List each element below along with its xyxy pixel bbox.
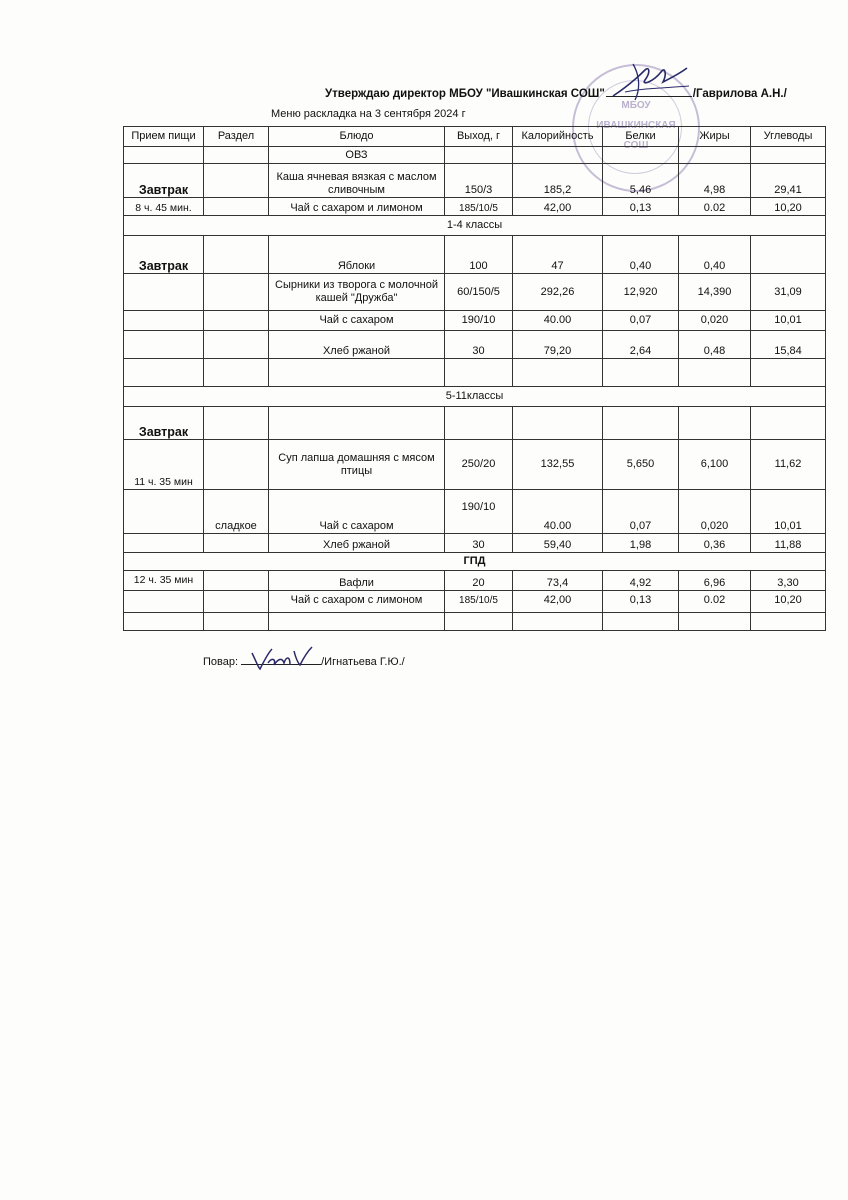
dish-protein: 12,920 (603, 274, 679, 311)
header-row (124, 127, 826, 147)
dish-name: Вафли (269, 571, 445, 591)
dish-name: Хлеб ржаной (269, 331, 445, 359)
dish-carbs: 10,01 (751, 311, 826, 331)
stamp-text-1: МБОУ (621, 100, 651, 111)
dish-carbs: 15,84 (751, 331, 826, 359)
dish-kcal: 292,26 (513, 274, 603, 311)
dish-kcal: 42,00 (513, 198, 603, 216)
table-row (124, 236, 826, 274)
dish-name: Суп лапша домашняя с мясом птицы (269, 440, 445, 490)
dish-yield: 30 (445, 331, 513, 359)
dish-name: Чай с сахаром (269, 490, 445, 534)
dish-name: Чай с сахаром и лимоном (269, 198, 445, 216)
dish-name: Яблоки (269, 236, 445, 274)
dish-fat: 14,390 (679, 274, 751, 311)
dish-carbs: 29,41 (751, 164, 826, 198)
table-row (124, 311, 826, 331)
dish-protein: 0,13 (603, 198, 679, 216)
cook-label: Повар: (203, 656, 239, 668)
col-protein: Белки (603, 127, 679, 147)
dish-yield: 150/3 (445, 164, 513, 198)
meal-name: Завтрак (124, 236, 204, 274)
approval-suffix: /Гаврилова А.Н./ (692, 88, 787, 100)
section-row (124, 216, 826, 236)
dish-kcal: 40.00 (513, 490, 603, 534)
table-row (124, 331, 826, 359)
dish-kcal: 132,55 (513, 440, 603, 490)
dish-section (204, 534, 269, 553)
dish-protein: 5,46 (603, 164, 679, 198)
table-row (124, 147, 826, 164)
dish-name: Каша ячневая вязкая с маслом сливочным (269, 164, 445, 198)
dish-name: Хлеб ржаной (269, 534, 445, 553)
dish-protein: 2,64 (603, 331, 679, 359)
meal-name: Завтрак (124, 407, 204, 440)
section-label-5-11: 5-11классы (124, 387, 826, 407)
section-label-gpd: ГПД (124, 553, 826, 571)
dish-carbs: 3,30 (751, 571, 826, 591)
table-row (124, 591, 826, 613)
dish-kcal: 73,4 (513, 571, 603, 591)
dish-protein: 5,650 (603, 440, 679, 490)
section-row (124, 553, 826, 571)
dish-kcal: 59,40 (513, 534, 603, 553)
cook-signature (246, 643, 316, 675)
dish-yield: 20 (445, 571, 513, 591)
table-row (124, 571, 826, 591)
dish-carbs (751, 236, 826, 274)
approval-line (325, 86, 795, 100)
stamp-text-2: ИВАШКИНСКАЯ (596, 120, 676, 131)
table-row (124, 274, 826, 311)
section-label-1-4: 1-4 классы (124, 216, 826, 236)
col-carbs: Углеводы (751, 127, 826, 147)
dish-yield: 185/10/5 (445, 198, 513, 216)
table-row (124, 440, 826, 490)
table-row (124, 359, 826, 387)
table-row (124, 613, 826, 631)
section-label-ovz: ОВЗ (269, 147, 445, 164)
dish-yield: 190/10 (445, 311, 513, 331)
dish-name: Сырники из творога с молочной кашей "Дружба" (269, 274, 445, 311)
dish-fat: 6,96 (679, 571, 751, 591)
dish-carbs: 10,20 (751, 591, 826, 613)
dish-name: Чай с сахаром (269, 311, 445, 331)
dish-carbs: 10,20 (751, 198, 826, 216)
meal-name: Завтрак (124, 164, 204, 198)
dish-fat: 6,100 (679, 440, 751, 490)
dish-protein: 0,07 (603, 311, 679, 331)
dish-kcal: 42,00 (513, 591, 603, 613)
dish-protein: 0,07 (603, 490, 679, 534)
dish-yield: 185/10/5 (445, 591, 513, 613)
meal-time: 12 ч. 35 мин (124, 571, 204, 591)
dish-carbs: 31,09 (751, 274, 826, 311)
col-kcal: Калорийность (513, 127, 603, 147)
dish-fat: 0,020 (679, 490, 751, 534)
dish-fat: 0,020 (679, 311, 751, 331)
dish-protein: 0,40 (603, 236, 679, 274)
dish-carbs: 11,62 (751, 440, 826, 490)
dish-kcal: 185,2 (513, 164, 603, 198)
dish-yield: 30 (445, 534, 513, 553)
dish-protein: 1,98 (603, 534, 679, 553)
dish-section (204, 440, 269, 490)
dish-protein: 4,92 (603, 571, 679, 591)
table-row (124, 164, 826, 198)
meal-time: 8 ч. 45 мин. (124, 198, 204, 216)
menu-title: Меню раскладка на 3 сентября 2024 г (271, 108, 466, 120)
dish-protein: 0,13 (603, 591, 679, 613)
cook-name: /Игнатьева Г.Ю./ (321, 656, 405, 668)
col-meal: Прием пищи (124, 127, 204, 147)
director-signature (605, 58, 695, 104)
meal-time: 11 ч. 35 мин (124, 440, 204, 490)
menu-table (123, 126, 826, 631)
dish-carbs: 11,88 (751, 534, 826, 553)
section-row (124, 387, 826, 407)
dish-kcal: 40.00 (513, 311, 603, 331)
col-fat: Жиры (679, 127, 751, 147)
col-yield: Выход, г (445, 127, 513, 147)
table-row (124, 407, 826, 440)
dish-name: Чай с сахаром с лимоном (269, 591, 445, 613)
dish-yield: 190/10 (445, 490, 513, 534)
dish-yield: 250/20 (445, 440, 513, 490)
table-row (124, 534, 826, 553)
dish-yield: 60/150/5 (445, 274, 513, 311)
dish-yield: 100 (445, 236, 513, 274)
table-row (124, 490, 826, 534)
dish-fat: 0,48 (679, 331, 751, 359)
dish-section: сладкое (204, 490, 269, 534)
dish-kcal: 79,20 (513, 331, 603, 359)
stamp-text-3: СОШ (623, 140, 649, 151)
dish-fat: 0.02 (679, 198, 751, 216)
dish-fat: 0.02 (679, 591, 751, 613)
dish-fat: 0,40 (679, 236, 751, 274)
col-section: Раздел (204, 127, 269, 147)
dish-carbs: 10,01 (751, 490, 826, 534)
dish-kcal: 47 (513, 236, 603, 274)
approval-prefix: Утверждаю директор МБОУ "Ивашкинская СОШ" (325, 88, 605, 100)
table-row (124, 198, 826, 216)
dish-fat: 0,36 (679, 534, 751, 553)
col-dish: Блюдо (269, 127, 445, 147)
dish-fat: 4,98 (679, 164, 751, 198)
